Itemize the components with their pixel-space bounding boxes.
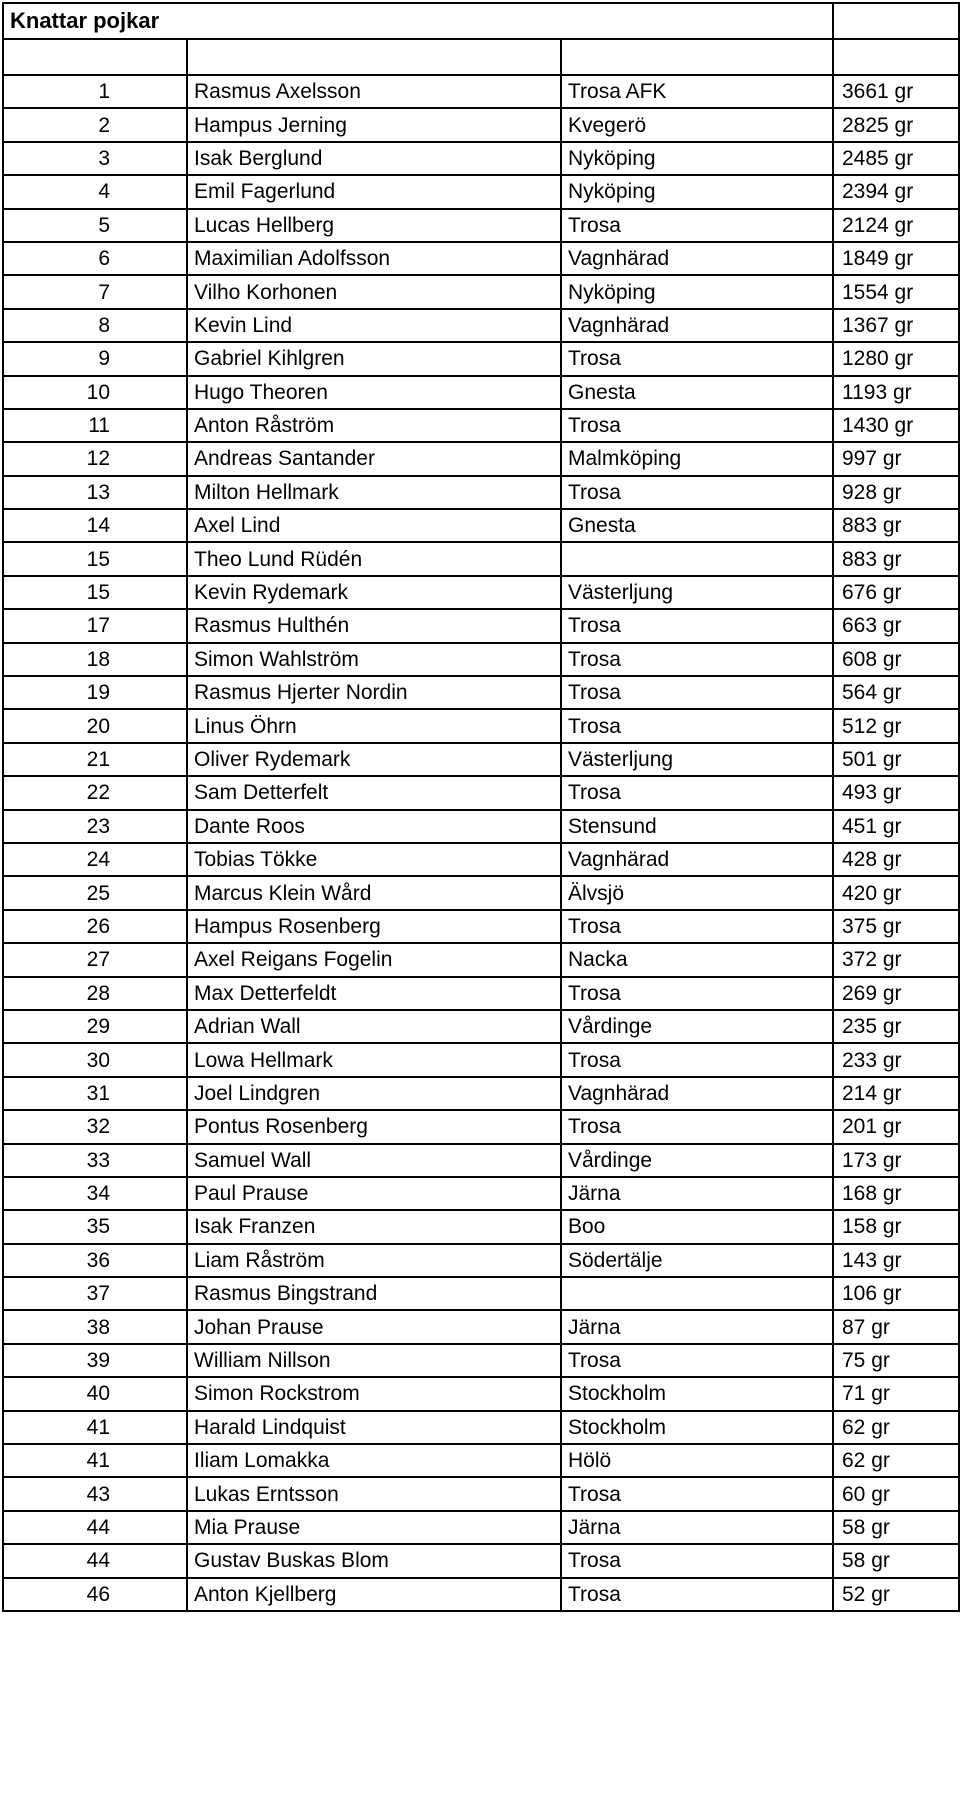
club-cell[interactable]: Nyköping xyxy=(561,142,833,175)
rank-cell[interactable]: 12 xyxy=(3,442,187,475)
club-cell[interactable]: Vagnhärad xyxy=(561,242,833,275)
table-row xyxy=(3,309,959,342)
club-cell[interactable]: Trosa xyxy=(561,609,833,642)
weight-cell[interactable]: 493 gr xyxy=(833,776,959,809)
club-cell[interactable]: Västerljung xyxy=(561,743,833,776)
name-cell[interactable]: Lukas Erntsson xyxy=(187,1477,561,1510)
weight-cell[interactable]: 62 gr xyxy=(833,1444,959,1477)
club-cell[interactable]: Malmköping xyxy=(561,442,833,475)
rank-cell[interactable]: 41 xyxy=(3,1411,187,1444)
results-table xyxy=(2,2,960,1612)
club-cell[interactable]: Kvegerö xyxy=(561,108,833,141)
rank-cell[interactable]: 18 xyxy=(3,643,187,676)
weight-cell[interactable]: 883 gr xyxy=(833,542,959,575)
name-cell[interactable]: Milton Hellmark xyxy=(187,476,561,509)
weight-cell[interactable]: 87 gr xyxy=(833,1310,959,1343)
name-cell[interactable]: Hampus Jerning xyxy=(187,108,561,141)
club-cell[interactable]: Boo xyxy=(561,1210,833,1243)
weight-cell[interactable]: 3661 gr xyxy=(833,75,959,108)
weight-cell[interactable]: 2485 gr xyxy=(833,142,959,175)
name-cell[interactable]: William Nillson xyxy=(187,1344,561,1377)
rank-cell[interactable]: 15 xyxy=(3,576,187,609)
weight-cell[interactable]: 2825 gr xyxy=(833,108,959,141)
name-cell[interactable]: Samuel Wall xyxy=(187,1144,561,1177)
weight-cell[interactable]: 501 gr xyxy=(833,743,959,776)
sheet-title[interactable]: Knattar pojkar xyxy=(3,3,833,39)
rank-cell[interactable]: 21 xyxy=(3,743,187,776)
weight-cell[interactable]: 168 gr xyxy=(833,1177,959,1210)
weight-cell[interactable]: 58 gr xyxy=(833,1544,959,1577)
rank-cell[interactable]: 9 xyxy=(3,342,187,375)
weight-cell[interactable]: 428 gr xyxy=(833,843,959,876)
rank-cell[interactable]: 33 xyxy=(3,1144,187,1177)
name-cell[interactable]: Isak Franzen xyxy=(187,1210,561,1243)
name-cell[interactable]: Sam Detterfelt xyxy=(187,776,561,809)
club-cell[interactable]: Gnesta xyxy=(561,509,833,542)
rank-cell[interactable]: 26 xyxy=(3,910,187,943)
table-row xyxy=(3,843,959,876)
club-cell[interactable]: Trosa xyxy=(561,776,833,809)
table-row xyxy=(3,142,959,175)
name-cell[interactable]: Rasmus Hjerter Nordin xyxy=(187,676,561,709)
name-cell[interactable]: Harald Lindquist xyxy=(187,1411,561,1444)
name-cell[interactable]: Liam Råström xyxy=(187,1244,561,1277)
blank-row xyxy=(3,39,959,75)
club-cell[interactable]: Gnesta xyxy=(561,376,833,409)
table-row xyxy=(3,175,959,208)
weight-cell[interactable]: 52 gr xyxy=(833,1578,959,1611)
name-cell[interactable]: Mia Prause xyxy=(187,1511,561,1544)
club-cell[interactable]: Nyköping xyxy=(561,275,833,308)
name-cell[interactable]: Tobias Tökke xyxy=(187,843,561,876)
club-cell[interactable]: Hölö xyxy=(561,1444,833,1477)
weight-cell[interactable]: 1193 gr xyxy=(833,376,959,409)
club-cell[interactable]: Vårdinge xyxy=(561,1144,833,1177)
rank-cell[interactable]: 46 xyxy=(3,1578,187,1611)
table-row xyxy=(3,776,959,809)
name-cell[interactable]: Isak Berglund xyxy=(187,142,561,175)
table-row xyxy=(3,476,959,509)
name-cell[interactable]: Andreas Santander xyxy=(187,442,561,475)
name-cell[interactable]: Kevin Rydemark xyxy=(187,576,561,609)
table-row xyxy=(3,609,959,642)
weight-cell[interactable]: 71 gr xyxy=(833,1377,959,1410)
club-cell[interactable]: Stensund xyxy=(561,810,833,843)
table-row xyxy=(3,709,959,742)
name-cell[interactable]: Hampus Rosenberg xyxy=(187,910,561,943)
club-cell[interactable]: Trosa xyxy=(561,643,833,676)
rank-cell[interactable]: 44 xyxy=(3,1544,187,1577)
name-cell[interactable]: Marcus Klein Wård xyxy=(187,876,561,909)
rank-cell[interactable]: 17 xyxy=(3,609,187,642)
blank-cell-name[interactable] xyxy=(187,39,561,75)
weight-cell[interactable]: 512 gr xyxy=(833,709,959,742)
name-cell[interactable]: Joel Lindgren xyxy=(187,1077,561,1110)
weight-cell[interactable]: 997 gr xyxy=(833,442,959,475)
table-row xyxy=(3,743,959,776)
club-cell[interactable]: Trosa xyxy=(561,1578,833,1611)
table-row xyxy=(3,1344,959,1377)
table-row xyxy=(3,442,959,475)
results-table-body xyxy=(3,3,959,1611)
table-row xyxy=(3,542,959,575)
title-row xyxy=(3,3,959,39)
rank-cell[interactable]: 1 xyxy=(3,75,187,108)
table-row xyxy=(3,1477,959,1510)
name-cell[interactable]: Johan Prause xyxy=(187,1310,561,1343)
name-cell[interactable]: Adrian Wall xyxy=(187,1010,561,1043)
club-cell[interactable]: Västerljung xyxy=(561,576,833,609)
table-row xyxy=(3,342,959,375)
name-cell[interactable]: Emil Fagerlund xyxy=(187,175,561,208)
weight-cell[interactable]: 372 gr xyxy=(833,943,959,976)
weight-cell[interactable]: 158 gr xyxy=(833,1210,959,1243)
weight-cell[interactable]: 106 gr xyxy=(833,1277,959,1310)
weight-cell[interactable]: 269 gr xyxy=(833,977,959,1010)
club-cell[interactable]: Trosa xyxy=(561,1544,833,1577)
table-row xyxy=(3,1177,959,1210)
table-row xyxy=(3,977,959,1010)
club-cell[interactable]: Trosa xyxy=(561,1477,833,1510)
table-row xyxy=(3,1377,959,1410)
name-cell[interactable]: Vilho Korhonen xyxy=(187,275,561,308)
table-row xyxy=(3,1244,959,1277)
rank-cell[interactable]: 5 xyxy=(3,209,187,242)
rank-cell[interactable]: 36 xyxy=(3,1244,187,1277)
club-cell[interactable]: Trosa AFK xyxy=(561,75,833,108)
weight-cell[interactable]: 1280 gr xyxy=(833,342,959,375)
weight-cell[interactable]: 235 gr xyxy=(833,1010,959,1043)
weight-cell[interactable]: 62 gr xyxy=(833,1411,959,1444)
table-row xyxy=(3,876,959,909)
weight-cell[interactable]: 2394 gr xyxy=(833,175,959,208)
name-cell[interactable]: Paul Prause xyxy=(187,1177,561,1210)
weight-cell[interactable]: 663 gr xyxy=(833,609,959,642)
table-row xyxy=(3,1110,959,1143)
table-row xyxy=(3,108,959,141)
rank-cell[interactable]: 15 xyxy=(3,542,187,575)
rank-cell[interactable]: 24 xyxy=(3,843,187,876)
weight-cell[interactable]: 676 gr xyxy=(833,576,959,609)
club-cell[interactable] xyxy=(561,1277,833,1310)
club-cell[interactable]: Trosa xyxy=(561,910,833,943)
name-cell[interactable]: Pontus Rosenberg xyxy=(187,1110,561,1143)
table-row xyxy=(3,576,959,609)
club-cell[interactable]: Vårdinge xyxy=(561,1010,833,1043)
weight-cell[interactable]: 375 gr xyxy=(833,910,959,943)
table-row xyxy=(3,1544,959,1577)
rank-cell[interactable]: 11 xyxy=(3,409,187,442)
weight-cell[interactable]: 2124 gr xyxy=(833,209,959,242)
rank-cell[interactable]: 10 xyxy=(3,376,187,409)
name-cell[interactable]: Hugo Theoren xyxy=(187,376,561,409)
rank-cell[interactable]: 44 xyxy=(3,1511,187,1544)
club-cell[interactable]: Järna xyxy=(561,1310,833,1343)
rank-cell[interactable]: 35 xyxy=(3,1210,187,1243)
club-cell[interactable]: Trosa xyxy=(561,977,833,1010)
rank-cell[interactable]: 7 xyxy=(3,275,187,308)
club-cell[interactable] xyxy=(561,542,833,575)
weight-cell[interactable]: 214 gr xyxy=(833,1077,959,1110)
rank-cell[interactable]: 14 xyxy=(3,509,187,542)
table-row xyxy=(3,1578,959,1611)
table-row xyxy=(3,1444,959,1477)
rank-cell[interactable]: 28 xyxy=(3,977,187,1010)
name-cell[interactable]: Axel Reigans Fogelin xyxy=(187,943,561,976)
table-row xyxy=(3,1411,959,1444)
name-cell[interactable]: Rasmus Hulthén xyxy=(187,609,561,642)
rank-cell[interactable]: 20 xyxy=(3,709,187,742)
table-row xyxy=(3,275,959,308)
rank-cell[interactable]: 13 xyxy=(3,476,187,509)
weight-cell[interactable]: 143 gr xyxy=(833,1244,959,1277)
rank-cell[interactable]: 40 xyxy=(3,1377,187,1410)
name-cell[interactable]: Kevin Lind xyxy=(187,309,561,342)
club-cell[interactable]: Södertälje xyxy=(561,1244,833,1277)
table-row xyxy=(3,1043,959,1076)
rank-cell[interactable]: 27 xyxy=(3,943,187,976)
rank-cell[interactable]: 4 xyxy=(3,175,187,208)
name-cell[interactable]: Lucas Hellberg xyxy=(187,209,561,242)
name-cell[interactable]: Linus Öhrn xyxy=(187,709,561,742)
table-row xyxy=(3,1277,959,1310)
name-cell[interactable]: Dante Roos xyxy=(187,810,561,843)
club-cell[interactable]: Stockholm xyxy=(561,1411,833,1444)
club-cell[interactable]: Trosa xyxy=(561,709,833,742)
rank-cell[interactable]: 23 xyxy=(3,810,187,843)
club-cell[interactable]: Vagnhärad xyxy=(561,843,833,876)
weight-cell[interactable]: 564 gr xyxy=(833,676,959,709)
blank-cell-club[interactable] xyxy=(561,39,833,75)
weight-cell[interactable]: 75 gr xyxy=(833,1344,959,1377)
club-cell[interactable]: Trosa xyxy=(561,476,833,509)
table-row xyxy=(3,810,959,843)
club-cell[interactable]: Nyköping xyxy=(561,175,833,208)
club-cell[interactable]: Stockholm xyxy=(561,1377,833,1410)
weight-cell[interactable]: 201 gr xyxy=(833,1110,959,1143)
club-cell[interactable]: Trosa xyxy=(561,409,833,442)
name-cell[interactable]: Anton Kjellberg xyxy=(187,1578,561,1611)
name-cell[interactable]: Simon Wahlström xyxy=(187,643,561,676)
rank-cell[interactable]: 31 xyxy=(3,1077,187,1110)
rank-cell[interactable]: 2 xyxy=(3,108,187,141)
table-row xyxy=(3,643,959,676)
club-cell[interactable]: Trosa xyxy=(561,1344,833,1377)
table-row xyxy=(3,409,959,442)
title-row-empty-cell[interactable] xyxy=(833,3,959,39)
weight-cell[interactable]: 1430 gr xyxy=(833,409,959,442)
table-row xyxy=(3,1077,959,1110)
table-row xyxy=(3,376,959,409)
table-row xyxy=(3,1511,959,1544)
table-row xyxy=(3,1210,959,1243)
table-row xyxy=(3,509,959,542)
table-row xyxy=(3,910,959,943)
rank-cell[interactable]: 32 xyxy=(3,1110,187,1143)
club-cell[interactable]: Trosa xyxy=(561,342,833,375)
rank-cell[interactable]: 3 xyxy=(3,142,187,175)
rank-cell[interactable]: 37 xyxy=(3,1277,187,1310)
club-cell[interactable]: Vagnhärad xyxy=(561,1077,833,1110)
name-cell[interactable]: Iliam Lomakka xyxy=(187,1444,561,1477)
club-cell[interactable]: Trosa xyxy=(561,1043,833,1076)
club-cell[interactable]: Järna xyxy=(561,1511,833,1544)
rank-cell[interactable]: 43 xyxy=(3,1477,187,1510)
blank-cell-rank[interactable] xyxy=(3,39,187,75)
table-row xyxy=(3,1144,959,1177)
club-cell[interactable]: Trosa xyxy=(561,1110,833,1143)
club-cell[interactable]: Trosa xyxy=(561,209,833,242)
rank-cell[interactable]: 39 xyxy=(3,1344,187,1377)
table-row xyxy=(3,209,959,242)
rank-cell[interactable]: 19 xyxy=(3,676,187,709)
table-row xyxy=(3,1310,959,1343)
weight-cell[interactable]: 60 gr xyxy=(833,1477,959,1510)
rank-cell[interactable]: 25 xyxy=(3,876,187,909)
name-cell[interactable]: Max Detterfeldt xyxy=(187,977,561,1010)
name-cell[interactable]: Oliver Rydemark xyxy=(187,743,561,776)
weight-cell[interactable]: 1554 gr xyxy=(833,275,959,308)
name-cell[interactable]: Gabriel Kihlgren xyxy=(187,342,561,375)
blank-cell-weight[interactable] xyxy=(833,39,959,75)
table-row xyxy=(3,242,959,275)
table-row xyxy=(3,75,959,108)
name-cell[interactable]: Rasmus Bingstrand xyxy=(187,1277,561,1310)
weight-cell[interactable]: 883 gr xyxy=(833,509,959,542)
club-cell[interactable]: Nacka xyxy=(561,943,833,976)
weight-cell[interactable]: 1849 gr xyxy=(833,242,959,275)
weight-cell[interactable]: 451 gr xyxy=(833,810,959,843)
name-cell[interactable]: Maximilian Adolfsson xyxy=(187,242,561,275)
weight-cell[interactable]: 1367 gr xyxy=(833,309,959,342)
table-row xyxy=(3,1010,959,1043)
club-cell[interactable]: Älvsjö xyxy=(561,876,833,909)
rank-cell[interactable]: 8 xyxy=(3,309,187,342)
name-cell[interactable]: Simon Rockstrom xyxy=(187,1377,561,1410)
weight-cell[interactable]: 608 gr xyxy=(833,643,959,676)
weight-cell[interactable]: 420 gr xyxy=(833,876,959,909)
rank-cell[interactable]: 6 xyxy=(3,242,187,275)
rank-cell[interactable]: 22 xyxy=(3,776,187,809)
rank-cell[interactable]: 29 xyxy=(3,1010,187,1043)
table-row xyxy=(3,676,959,709)
weight-cell[interactable]: 233 gr xyxy=(833,1043,959,1076)
name-cell[interactable]: Rasmus Axelsson xyxy=(187,75,561,108)
name-cell[interactable]: Theo Lund Rüdén xyxy=(187,542,561,575)
club-cell[interactable]: Järna xyxy=(561,1177,833,1210)
name-cell[interactable]: Lowa Hellmark xyxy=(187,1043,561,1076)
club-cell[interactable]: Trosa xyxy=(561,676,833,709)
weight-cell[interactable]: 58 gr xyxy=(833,1511,959,1544)
rank-cell[interactable]: 34 xyxy=(3,1177,187,1210)
weight-cell[interactable]: 928 gr xyxy=(833,476,959,509)
name-cell[interactable]: Axel Lind xyxy=(187,509,561,542)
rank-cell[interactable]: 30 xyxy=(3,1043,187,1076)
name-cell[interactable]: Anton Råström xyxy=(187,409,561,442)
rank-cell[interactable]: 41 xyxy=(3,1444,187,1477)
club-cell[interactable]: Vagnhärad xyxy=(561,309,833,342)
weight-cell[interactable]: 173 gr xyxy=(833,1144,959,1177)
name-cell[interactable]: Gustav Buskas Blom xyxy=(187,1544,561,1577)
table-row xyxy=(3,943,959,976)
rank-cell[interactable]: 38 xyxy=(3,1310,187,1343)
